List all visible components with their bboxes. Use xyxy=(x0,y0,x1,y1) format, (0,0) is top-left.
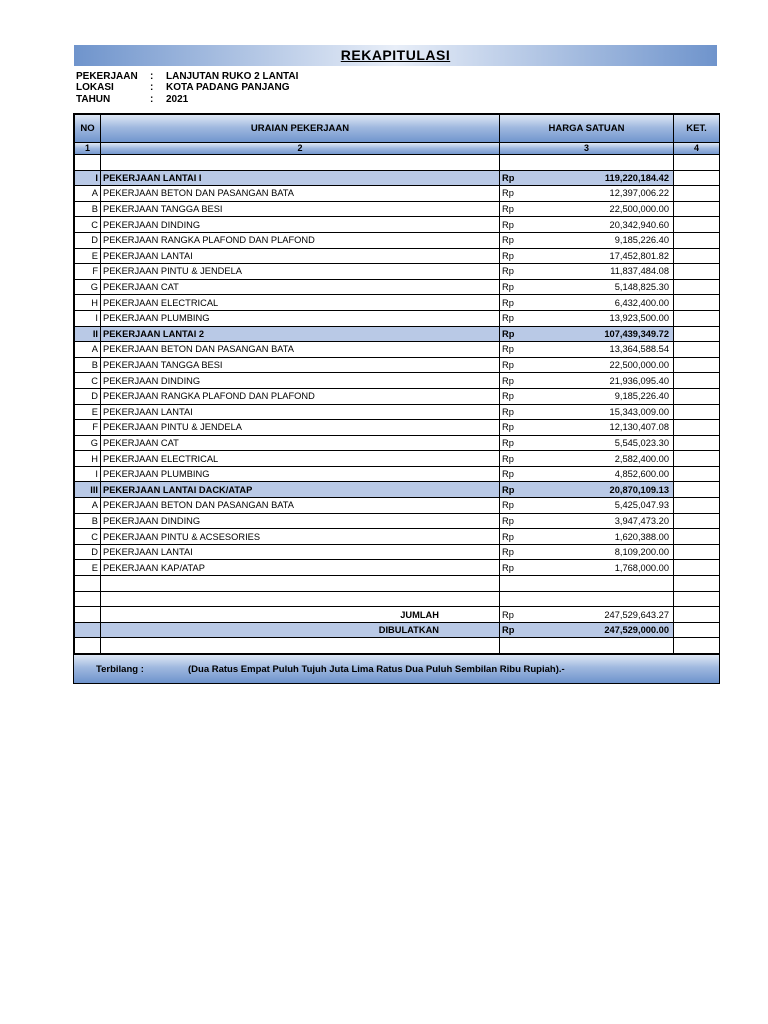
item-value: 13,364,588.54 xyxy=(530,342,674,358)
header-ket: KET. xyxy=(674,115,720,143)
table-subheader-row xyxy=(75,143,720,155)
item-name: PEKERJAAN TANGGA BESI xyxy=(101,357,500,373)
table-row xyxy=(75,435,720,451)
item-value: 13,923,500.00 xyxy=(530,310,674,326)
item-no: H xyxy=(75,451,101,467)
item-ket xyxy=(674,310,720,326)
section-no: II xyxy=(75,326,101,342)
info-label: PEKERJAAN xyxy=(76,71,138,82)
item-ket xyxy=(674,264,720,280)
item-name: PEKERJAAN LANTAI xyxy=(101,404,500,420)
item-currency: Rp xyxy=(500,373,530,389)
item-ket xyxy=(674,279,720,295)
item-name: PEKERJAAN LANTAI xyxy=(101,248,500,264)
table-row xyxy=(75,357,720,373)
jumlah-row xyxy=(75,607,720,623)
table-row xyxy=(75,498,720,514)
info-label: LOKASI xyxy=(76,82,114,93)
item-ket xyxy=(674,529,720,545)
item-ket xyxy=(674,544,720,560)
item-currency: Rp xyxy=(500,186,530,202)
item-currency: Rp xyxy=(500,513,530,529)
jumlah-no xyxy=(75,607,101,623)
item-currency: Rp xyxy=(500,404,530,420)
item-currency: Rp xyxy=(500,451,530,467)
item-no: E xyxy=(75,560,101,576)
table-row xyxy=(75,560,720,576)
item-value: 6,432,400.00 xyxy=(530,295,674,311)
table-row-empty xyxy=(75,591,720,607)
section-row xyxy=(75,170,720,186)
item-name: PEKERJAAN CAT xyxy=(101,279,500,295)
item-currency: Rp xyxy=(500,295,530,311)
item-no: I xyxy=(75,310,101,326)
terbilang-text: (Dua Ratus Empat Puluh Tujuh Juta Lima Ratus Dua Puluh Sembilan Ribu Rupiah).- xyxy=(188,663,565,675)
item-no: C xyxy=(75,373,101,389)
item-value: 20,342,940.60 xyxy=(530,217,674,233)
table-row xyxy=(75,217,720,233)
cell-value xyxy=(530,638,674,654)
item-currency: Rp xyxy=(500,498,530,514)
header-uraian: URAIAN PEKERJAAN xyxy=(101,115,500,143)
item-no: B xyxy=(75,357,101,373)
cell-uraian xyxy=(101,638,500,654)
cell-value xyxy=(530,591,674,607)
item-value: 8,109,200.00 xyxy=(530,544,674,560)
jumlah-label: JUMLAH xyxy=(101,607,500,623)
section-row xyxy=(75,482,720,498)
table-row xyxy=(75,186,720,202)
item-value: 1,768,000.00 xyxy=(530,560,674,576)
item-name: PEKERJAAN BETON DAN PASANGAN BATA xyxy=(101,186,500,202)
item-name: PEKERJAAN ELECTRICAL xyxy=(101,451,500,467)
item-name: PEKERJAAN PINTU & JENDELA xyxy=(101,420,500,436)
table-row xyxy=(75,451,720,467)
info-row-lokasi xyxy=(76,82,290,94)
subheader-harga: 3 xyxy=(500,143,674,155)
item-currency: Rp xyxy=(500,560,530,576)
info-value: LANJUTAN RUKO 2 LANTAI xyxy=(166,71,299,82)
item-ket xyxy=(674,466,720,482)
info-separator: : xyxy=(150,82,154,93)
info-separator: : xyxy=(150,94,154,105)
info-value: KOTA PADANG PANJANG xyxy=(166,82,290,93)
dibulatkan-ket xyxy=(674,622,720,638)
item-value: 9,185,226.40 xyxy=(530,388,674,404)
item-value: 12,397,006.22 xyxy=(530,186,674,202)
item-ket xyxy=(674,248,720,264)
item-currency: Rp xyxy=(500,420,530,436)
section-ket xyxy=(674,482,720,498)
item-currency: Rp xyxy=(500,248,530,264)
header-harga: HARGA SATUAN xyxy=(500,115,674,143)
header-no: NO xyxy=(75,115,101,143)
dibulatkan-value: 247,529,000.00 xyxy=(530,622,674,638)
item-ket xyxy=(674,404,720,420)
subheader-uraian: 2 xyxy=(101,143,500,155)
section-no: I xyxy=(75,170,101,186)
item-ket xyxy=(674,420,720,436)
table-row xyxy=(75,295,720,311)
dibulatkan-row xyxy=(75,622,720,638)
cell-value xyxy=(530,576,674,592)
item-ket xyxy=(674,186,720,202)
item-value: 21,936,095.40 xyxy=(530,373,674,389)
item-name: PEKERJAAN DINDING xyxy=(101,217,500,233)
item-value: 22,500,000.00 xyxy=(530,357,674,373)
item-ket xyxy=(674,295,720,311)
dibulatkan-no xyxy=(75,622,101,638)
item-name: PEKERJAAN BETON DAN PASANGAN BATA xyxy=(101,342,500,358)
table-row xyxy=(75,201,720,217)
cell-rp xyxy=(500,576,530,592)
info-value: 2021 xyxy=(166,94,189,105)
item-ket xyxy=(674,388,720,404)
cell-rp xyxy=(500,155,530,171)
item-no: C xyxy=(75,529,101,545)
item-ket xyxy=(674,373,720,389)
section-ket xyxy=(674,326,720,342)
section-name: PEKERJAAN LANTAI 2 xyxy=(101,326,500,342)
item-currency: Rp xyxy=(500,264,530,280)
item-currency: Rp xyxy=(500,217,530,233)
item-ket xyxy=(674,513,720,529)
item-name: PEKERJAAN DINDING xyxy=(101,373,500,389)
cell-ket xyxy=(674,155,720,171)
item-value: 9,185,226.40 xyxy=(530,232,674,248)
jumlah-currency: Rp xyxy=(500,607,530,623)
table-row-empty xyxy=(75,155,720,171)
table-header-row xyxy=(75,115,720,143)
jumlah-ket xyxy=(674,607,720,623)
item-no: D xyxy=(75,544,101,560)
item-currency: Rp xyxy=(500,435,530,451)
table-row xyxy=(75,248,720,264)
item-name: PEKERJAAN BETON DAN PASANGAN BATA xyxy=(101,498,500,514)
table-row xyxy=(75,342,720,358)
section-total: 20,870,109.13 xyxy=(530,482,674,498)
item-ket xyxy=(674,232,720,248)
item-value: 2,582,400.00 xyxy=(530,451,674,467)
item-ket xyxy=(674,451,720,467)
dibulatkan-currency: Rp xyxy=(500,622,530,638)
cell-rp xyxy=(500,591,530,607)
table-row-empty xyxy=(75,638,720,654)
item-currency: Rp xyxy=(500,529,530,545)
item-value: 3,947,473.20 xyxy=(530,513,674,529)
item-name: PEKERJAAN PINTU & JENDELA xyxy=(101,264,500,280)
info-label: TAHUN xyxy=(76,94,111,105)
cell-no xyxy=(75,638,101,654)
item-no: I xyxy=(75,466,101,482)
item-name: PEKERJAAN KAP/ATAP xyxy=(101,560,500,576)
item-value: 11,837,484.08 xyxy=(530,264,674,280)
table-row xyxy=(75,544,720,560)
item-name: PEKERJAAN LANTAI xyxy=(101,544,500,560)
subheader-ket: 4 xyxy=(674,143,720,155)
item-name: PEKERJAAN PLUMBING xyxy=(101,310,500,326)
item-ket xyxy=(674,342,720,358)
item-no: G xyxy=(75,279,101,295)
terbilang-bar xyxy=(74,654,719,683)
section-ket xyxy=(674,170,720,186)
section-no: III xyxy=(75,482,101,498)
item-name: PEKERJAAN RANGKA PLAFOND DAN PLAFOND xyxy=(101,388,500,404)
item-no: B xyxy=(75,201,101,217)
item-no: A xyxy=(75,342,101,358)
item-currency: Rp xyxy=(500,466,530,482)
table-row xyxy=(75,529,720,545)
cell-ket xyxy=(674,638,720,654)
table-row xyxy=(75,373,720,389)
item-no: E xyxy=(75,404,101,420)
item-name: PEKERJAAN ELECTRICAL xyxy=(101,295,500,311)
jumlah-value: 247,529,643.27 xyxy=(530,607,674,623)
section-name: PEKERJAAN LANTAI I xyxy=(101,170,500,186)
info-row-tahun xyxy=(76,94,188,106)
item-name: PEKERJAAN DINDING xyxy=(101,513,500,529)
dibulatkan-label: DIBULATKAN xyxy=(101,622,500,638)
cell-no xyxy=(75,155,101,171)
item-no: F xyxy=(75,420,101,436)
item-no: C xyxy=(75,217,101,233)
item-no: A xyxy=(75,498,101,514)
table-row xyxy=(75,232,720,248)
item-name: PEKERJAAN TANGGA BESI xyxy=(101,201,500,217)
section-currency: Rp xyxy=(500,326,530,342)
title-bar xyxy=(74,45,717,66)
cell-uraian xyxy=(101,576,500,592)
item-ket xyxy=(674,498,720,514)
item-no: B xyxy=(75,513,101,529)
cell-uraian xyxy=(101,155,500,171)
table-row xyxy=(75,420,720,436)
item-currency: Rp xyxy=(500,388,530,404)
item-value: 1,620,388.00 xyxy=(530,529,674,545)
page-title: REKAPITULASI xyxy=(340,47,451,63)
item-no: H xyxy=(75,295,101,311)
item-currency: Rp xyxy=(500,342,530,358)
section-total: 119,220,184.42 xyxy=(530,170,674,186)
item-ket xyxy=(674,201,720,217)
item-value: 17,452,801.82 xyxy=(530,248,674,264)
info-separator: : xyxy=(150,71,154,82)
item-name: PEKERJAAN RANGKA PLAFOND DAN PLAFOND xyxy=(101,232,500,248)
table-row xyxy=(75,513,720,529)
cell-rp xyxy=(500,638,530,654)
section-currency: Rp xyxy=(500,482,530,498)
table-row xyxy=(75,388,720,404)
item-value: 22,500,000.00 xyxy=(530,201,674,217)
item-no: F xyxy=(75,264,101,280)
item-currency: Rp xyxy=(500,357,530,373)
cell-no xyxy=(75,576,101,592)
table-row xyxy=(75,310,720,326)
table-row xyxy=(75,264,720,280)
recap-table xyxy=(73,113,720,684)
terbilang-label: Terbilang : xyxy=(96,663,144,675)
item-currency: Rp xyxy=(500,279,530,295)
cell-no xyxy=(75,591,101,607)
item-value: 5,425,047.93 xyxy=(530,498,674,514)
cell-ket xyxy=(674,576,720,592)
item-ket xyxy=(674,560,720,576)
cell-value xyxy=(530,155,674,171)
section-currency: Rp xyxy=(500,170,530,186)
item-currency: Rp xyxy=(500,310,530,326)
item-name: PEKERJAAN PLUMBING xyxy=(101,466,500,482)
item-no: E xyxy=(75,248,101,264)
item-value: 5,545,023.30 xyxy=(530,435,674,451)
cell-uraian xyxy=(101,591,500,607)
item-ket xyxy=(674,217,720,233)
table-row-empty xyxy=(75,576,720,592)
section-row xyxy=(75,326,720,342)
item-value: 4,852,600.00 xyxy=(530,466,674,482)
table-row xyxy=(75,466,720,482)
item-currency: Rp xyxy=(500,201,530,217)
item-currency: Rp xyxy=(500,232,530,248)
table-row xyxy=(75,279,720,295)
subheader-no: 1 xyxy=(75,143,101,155)
item-ket xyxy=(674,435,720,451)
item-value: 12,130,407.08 xyxy=(530,420,674,436)
item-value: 15,343,009.00 xyxy=(530,404,674,420)
item-no: G xyxy=(75,435,101,451)
item-currency: Rp xyxy=(500,544,530,560)
cell-ket xyxy=(674,591,720,607)
table-row xyxy=(75,404,720,420)
section-name: PEKERJAAN LANTAI DACK/ATAP xyxy=(101,482,500,498)
item-name: PEKERJAAN CAT xyxy=(101,435,500,451)
item-ket xyxy=(674,357,720,373)
section-total: 107,439,349.72 xyxy=(530,326,674,342)
item-value: 5,148,825.30 xyxy=(530,279,674,295)
item-no: D xyxy=(75,388,101,404)
item-name: PEKERJAAN PINTU & ACSESORIES xyxy=(101,529,500,545)
item-no: A xyxy=(75,186,101,202)
item-no: D xyxy=(75,232,101,248)
